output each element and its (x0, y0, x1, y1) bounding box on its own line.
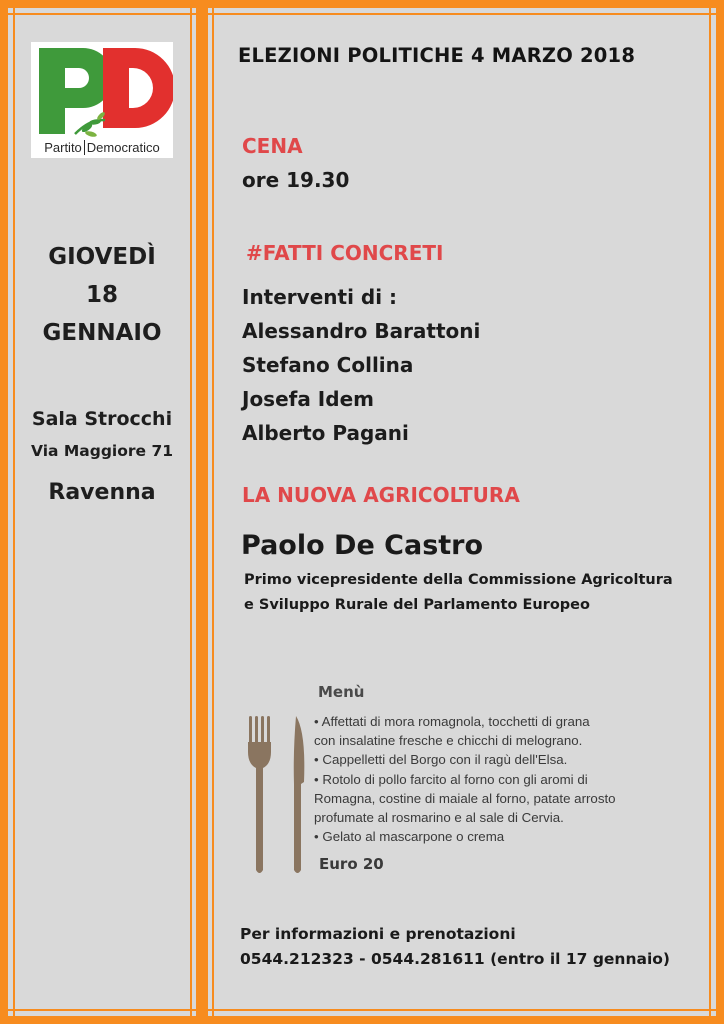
frame-inner-bottom (0, 1009, 724, 1011)
dinner-time: ore 19.30 (242, 168, 350, 192)
logo-text-right: Democratico (86, 140, 160, 155)
menu-price: Euro 20 (319, 855, 384, 873)
frame-divider (196, 0, 208, 1024)
frame-right (716, 0, 724, 1024)
page-title: ELEZIONI POLITICHE 4 MARZO 2018 (238, 44, 636, 67)
frame-bottom (0, 1016, 724, 1024)
frame-inner-left-2 (190, 0, 192, 1024)
venue-city: Ravenna (48, 480, 156, 505)
menu-line: • Cappelletti del Borgo con il ragù dell'Elsa. (314, 752, 568, 768)
frame-inner-top (0, 13, 724, 15)
speaker-4: Alberto Pagani (242, 421, 409, 445)
speaker-3: Josefa Idem (242, 387, 374, 411)
speaker-2: Stefano Collina (242, 353, 414, 377)
dinner-label: CENA (242, 134, 303, 158)
menu-line: • Affettati di mora romagnola, tocchetti di grana (314, 714, 590, 729)
menu-list (314, 712, 704, 846)
frame-inner-right-2 (709, 0, 711, 1024)
info-label: Per informazioni e prenotazioni (240, 925, 516, 943)
event-date: 18 (85, 282, 118, 308)
menu-line: • Rotolo di pollo farcito al forno con gli aromi di (314, 771, 588, 787)
main-speaker: Paolo De Castro (241, 530, 484, 561)
speaker-1: Alessandro Barattoni (242, 319, 481, 343)
venue-address: Via Maggiore 71 (30, 442, 174, 460)
menu-line: Romagna, costine di maiale al forno, patate arrosto (314, 790, 616, 806)
menu-line: • Gelato al mascarpone o crema (314, 829, 505, 845)
menu-title: Menù (318, 683, 365, 701)
pd-logo-mark (31, 42, 173, 142)
menu-line: con insalatine fresche e chicchi di melograno. (314, 733, 583, 749)
logo-text (31, 140, 173, 155)
section-heading-agricoltura: LA NUOVA AGRICOLTURA (242, 483, 520, 507)
info-phones: 0544.212323 - 0544.281611 (entro il 17 gennaio) (240, 950, 670, 968)
section-heading-fatti-concreti: #FATTI CONCRETI (246, 241, 444, 265)
frame-top (0, 0, 724, 8)
venue-name: Sala Strocchi (31, 408, 173, 430)
fork-knife-icon (244, 712, 314, 882)
menu-line: profumate al rosmarino e al sale di Cervia. (314, 810, 564, 826)
event-month: GENNAIO (42, 320, 162, 346)
frame-inner-right-1 (212, 0, 214, 1024)
speaker-role-line-2: e Sviluppo Rurale del Parlamento Europeo (244, 597, 590, 613)
speaker-role-line-1: Primo vicepresidente della Commissione Agricoltura (244, 572, 673, 588)
logo-text-left: Partito (44, 140, 82, 155)
frame-left (0, 0, 8, 1024)
event-day: GIOVEDÌ (48, 244, 156, 270)
speakers-intro: Interventi di : (242, 285, 398, 309)
frame-inner-left (13, 0, 15, 1024)
pd-logo (31, 42, 173, 158)
